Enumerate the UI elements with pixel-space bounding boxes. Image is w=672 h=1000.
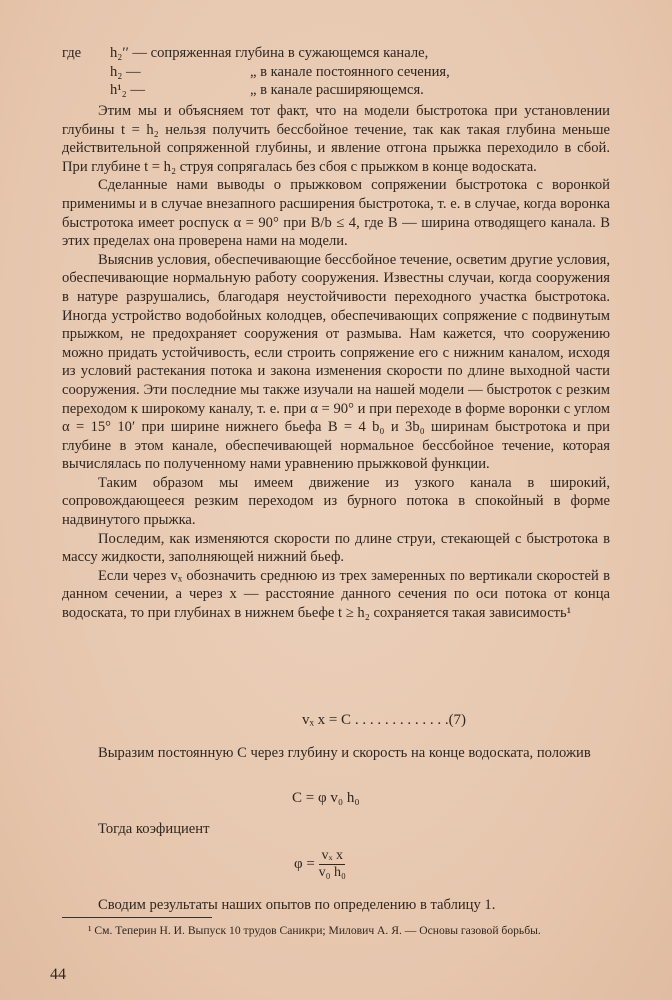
paragraph: Сводим результаты наших опытов по определению в таблицу 1. — [98, 897, 496, 913]
definition-row — [62, 63, 450, 82]
main-text — [62, 102, 610, 623]
paragraph: Выяснив условия, обеспечивающие бессбойное течение, осветим другие условия, обеспечивающие нормальную работу сооружения. Известны случаи, когда сооружения в натуре разрушались, благодаря неустойчивости переходного участка быстротока. Иногда устройство водобойных колодцев, обеспечивающих сопряжение с подвинутым прыжком, не предохраняет сооружения от размыва. Нам кажется, что сооружению можно придать устойчивость, если строить сопряжение его с нижним каналом, исходя из условий растекания потока и закона изменения скорости по длине выходной части сооружения. Эти последние мы также изучали на нашей модели — быстроток с резким переходом к широкому каналу, т. е. при α = 90° и при переходе в форме воронки с углом α = 15° 10′ при ширине нижнего бьефа B = 4 b₀ и 3b₀ ширинам быстротока и при глубине в этом канале, обеспечивающей нормальное бессбойное течение, которая вычислялась по полученному нами уравнению прыжковой функции. — [62, 251, 610, 473]
definition-lead — [62, 63, 110, 82]
text-block-coef — [62, 820, 610, 839]
definition-term: h₂ — — [110, 63, 141, 80]
definitions-list — [62, 44, 450, 100]
paragraph: Тогда коэфициент — [98, 821, 210, 837]
text-block-table — [62, 896, 610, 915]
footnote: ¹ См. Теперин Н. И. Выпуск 10 трудов Саникри; Милович А. Я. — Основы газовой борьбы. — [88, 924, 541, 937]
definition-row — [62, 44, 450, 63]
definition-term: h₂′′ — сопряженная глубина — [110, 45, 285, 61]
paragraph: Если через vₓ обозначить среднюю из трех замеренных по вертикали скоростей в данном сечении, а через x — расстояние данного сечения по оси потока от конца водоската, то при глубинах в нижнем бьефе t ≥ h₂ сохраняется такая зависимость¹ — [62, 567, 610, 622]
paragraph: Этим мы и объясняем тот факт, что на модели быстротока при установлении глубины t = h₂ нельзя получить бессбойное течение, так как такая глубина меньше действительной сопряженной глубины, и явление отгона прыжка переходило в сбой. При глубине t = h₂ струя сопрягалась без сбоя с прыжком в конце водоската. — [62, 103, 610, 175]
text-block-c — [62, 744, 610, 763]
definition-term: h¹₂ — — [110, 82, 146, 99]
definition-lead: где — [62, 45, 82, 61]
paragraph: Сделанные нами выводы о прыжковом сопряжении быстротока с воронкой применимы и в случае внезапного расширения быстротока, т. е. в случае, когда воронка быстротока имеет роспуск α = 90° при B/b ≤ 4, где B — ширина отводящего канала. В этих пределах она проверена нами на модели. — [62, 177, 610, 250]
definition-desc: в сужающемся канале, — [287, 45, 429, 61]
definition-row — [62, 81, 450, 100]
fraction-denominator: v₀ h₀ — [318, 865, 346, 880]
definition-desc: „ в канале постоянного сечения, — [250, 63, 450, 80]
equation-phi-lhs: φ = — [294, 855, 315, 872]
paragraph: Выразим постоянную C через глубину и скорость на конце водоската, положив — [98, 745, 591, 761]
equation-7: vₓ x = C . . . . . . . . . . . . .(7) — [302, 712, 467, 728]
equation-phi — [294, 848, 346, 881]
equation-c: C = φ v₀ h₀ — [292, 790, 360, 806]
definition-desc: „ в канале расширяющемся. — [250, 82, 424, 99]
footnote-rule — [62, 917, 212, 918]
fraction-numerator: vₓ x — [321, 848, 344, 863]
paragraph: Таким образом мы имеем движение из узкого канала в широкий, сопровождающееся резким переходом из бурного потока в спокойный в форме надвинутого прыжка. — [62, 474, 610, 529]
page-number: 44 — [50, 966, 66, 983]
fraction — [319, 848, 346, 881]
definition-lead — [62, 81, 110, 100]
paragraph: Последим, как изменяются скорости по длине струи, стекающей с быстротока в массу жидкости, заполняющей нижний бьеф. — [62, 530, 610, 566]
